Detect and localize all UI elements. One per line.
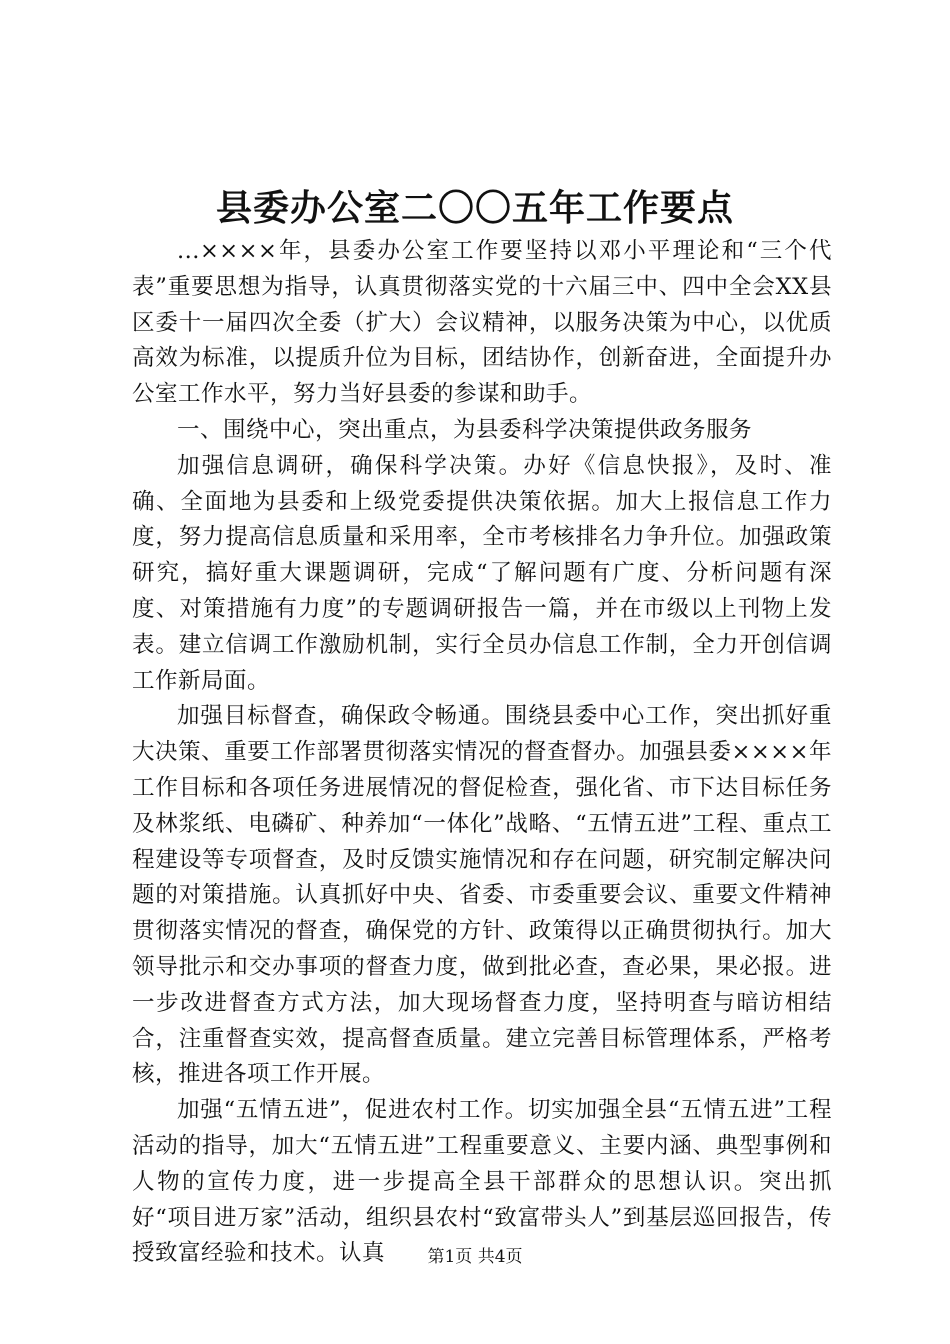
page-number-footer: 第1页 共4页 (427, 1247, 523, 1267)
body-paragraph: 加强“五情五进”，促进农村工作。切实加强全县“五情五进”工程活动的指导，加大“五情五进”工程重要意义、主要内涵、典型事例和人物的宣传力度，进一步提高全县干部群众的思想认识。突出抓好“项目进万家”活动，组织县农村“致富带头人”到基层巡回报告，传授致富经验和技术。认真 (132, 1097, 832, 1267)
body-paragraph: 加强信息调研，确保科学决策。办好《信息快报》，及时、准确、全面地为县委和上级党委提供决策依据。加大上报信息工作力度，努力提高信息质量和采用率，全市考核排名力争升位。加强政策研究，搞好重大课题调研，完成“了解问题有广度、分析问题有深度、对策措施有力度”的专题调研报告一篇，并在市级以上刊物上发表。建立信调工作激励机制，实行全员办信息工作制，全力开创信调工作新局面。 (132, 452, 832, 694)
document-body (132, 234, 832, 1272)
intro-paragraph: ...××××年，县委办公室工作要坚持以邓小平理论和“三个代表”重要思想为指导，认真贯彻落实党的十六届三中、四中全会XX县区委十一届四次全委（扩大）会议精神，以服务决策为中心，以优质高效为标准，以提质升位为目标，团结协作，创新奋进，全面提升办公室工作水平，努力当好县委的参谋和助手。 (132, 238, 832, 408)
section-heading: 一、围绕中心，突出重点，为县委科学决策提供政务服务 (177, 416, 753, 443)
document-title: 县委办公室二〇〇五年工作要点 (215, 187, 734, 229)
body-paragraph: 加强目标督查，确保政令畅通。围绕县委中心工作，突出抓好重大决策、重要工作部署贯彻落实情况的督查督办。加强县委××××年工作目标和各项任务进展情况的督促检查，强化省、市下达目标任务及林浆纸、电磷矿、种养加“一体化”战略、“五情五进”工程、重点工程建设等专项督查，及时反馈实施情况和存在问题，研究制定解决问题的对策措施。认真抓好中央、省委、市委重要会议、重要文件精神贯彻落实情况的督查，确保党的方针、政策得以正确贯彻执行。加大领导批示和交办事项的督查力度，做到批必查，查必果，果必报。进一步改进督查方式方法，加大现场督查力度，坚持明查与暗访相结合，注重督查实效，提高督查质量。建立完善目标管理体系，严格考核，推进各项工作开展。 (132, 703, 832, 1088)
